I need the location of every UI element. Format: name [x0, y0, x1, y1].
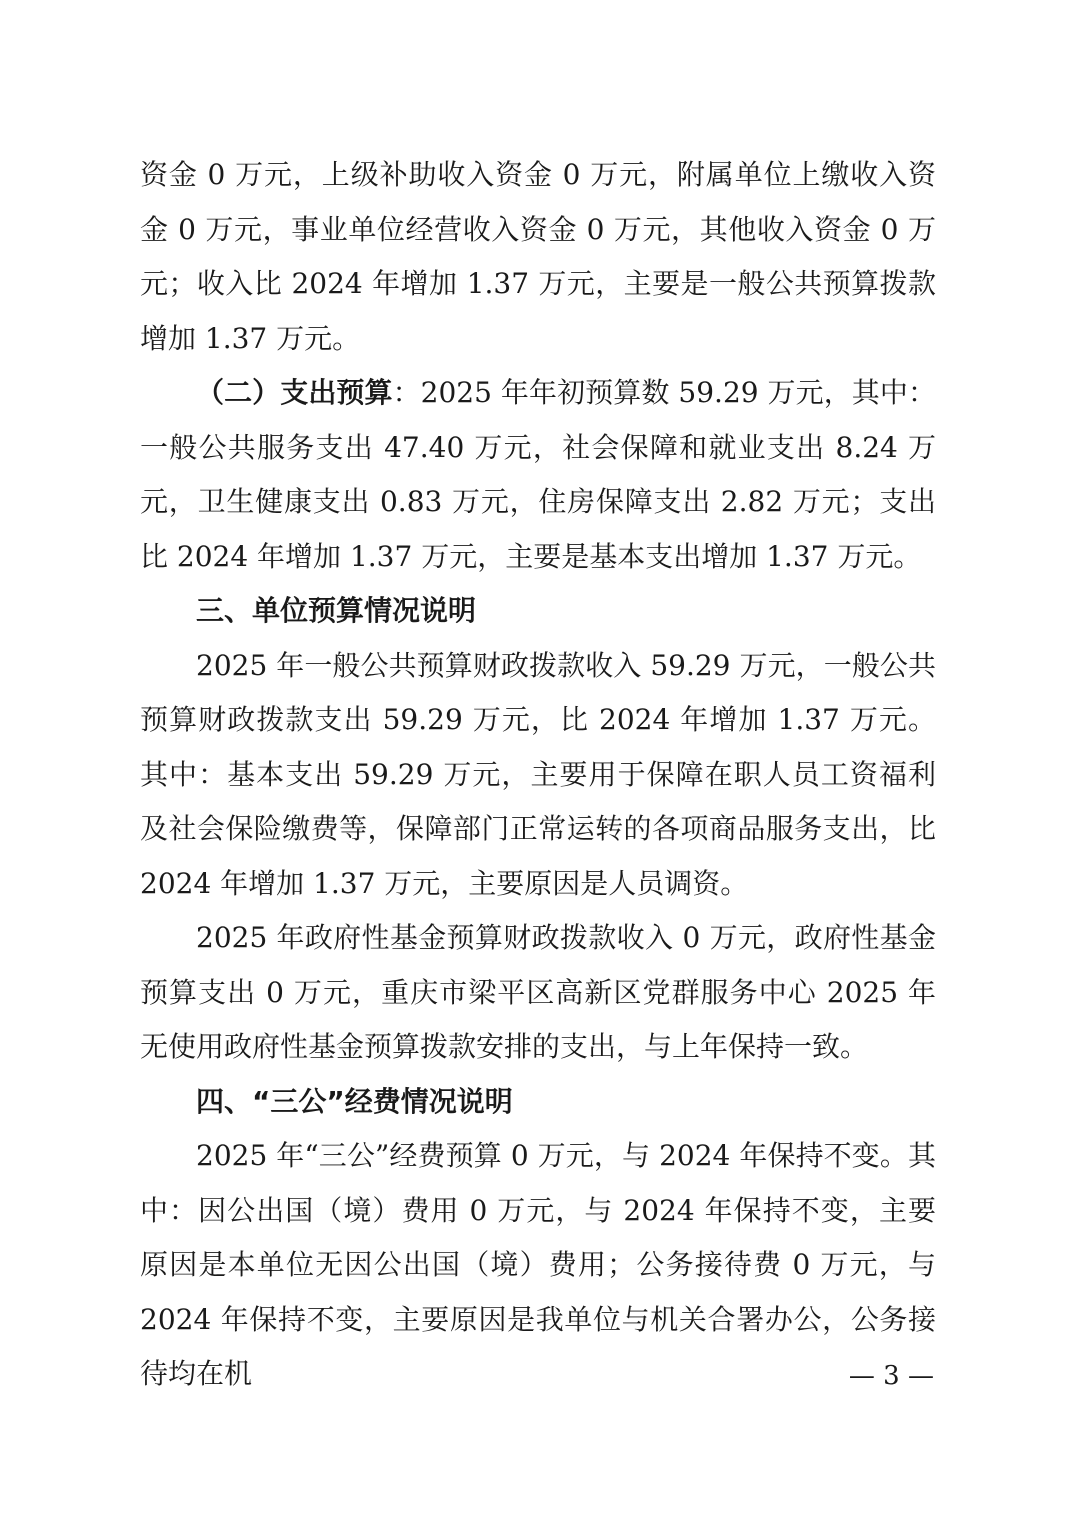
page-number: — 3 —	[848, 1361, 934, 1391]
expenditure-budget-paragraph	[140, 366, 936, 584]
three-public-paragraph: 2025 年“三公”经费预算 0 万元，与 2024 年保持不变。其中：因公出国（境）费用 0 万元，与 2024 年保持不变，主要原因是本单位无因公出国（境）费用；公务接待费 0 万元，与 2024 年保持不变，主要原因是我单位与机关合署办公，公务接待均在机	[140, 1139, 936, 1390]
expenditure-budget-label: （二）支出预算	[196, 376, 393, 409]
section-heading-three-public: 四、“三公”经费情况说明	[196, 1084, 513, 1118]
income-paragraph-continuation: 资金 0 万元，上级补助收入资金 0 万元，附属单位上缴收入资金 0 万元，事业单位经营收入资金 0 万元，其他收入资金 0 万元；收入比 2024 年增加 1.37 万元，主要是一般公共预算拨款增加 1.37 万元。	[140, 158, 936, 355]
document-page	[140, 148, 936, 1402]
general-budget-paragraph: 2025 年一般公共预算财政拨款收入 59.29 万元，一般公共预算财政拨款支出 59.29 万元，比 2024 年增加 1.37 万元。其中：基本支出 59.29 万元，主要用于保障在职人员工资福利及社会保险缴费等，保障部门正常运转的各项商品服务支出，比 2024 年增加 1.37 万元，主要原因是人员调资。	[140, 648, 936, 900]
expenditure-budget-body: ：2025 年年初预算数 59.29 万元，其中：一般公共服务支出 47.40 万元，社会保障和就业支出 8.24 万元，卫生健康支出 0.83 万元，住房保障支出 2.82 万元；支出比 2024 年增加 1.37 万元，主要是基本支出增加 1.37 万元。	[140, 376, 936, 573]
government-fund-paragraph: 2025 年政府性基金预算财政拨款收入 0 万元，政府性基金预算支出 0 万元，重庆市梁平区高新区党群服务中心 2025 年无使用政府性基金预算拨款安排的支出，与上年保持一致。	[140, 921, 936, 1063]
section-heading-unit-budget: 三、单位预算情况说明	[196, 594, 477, 627]
